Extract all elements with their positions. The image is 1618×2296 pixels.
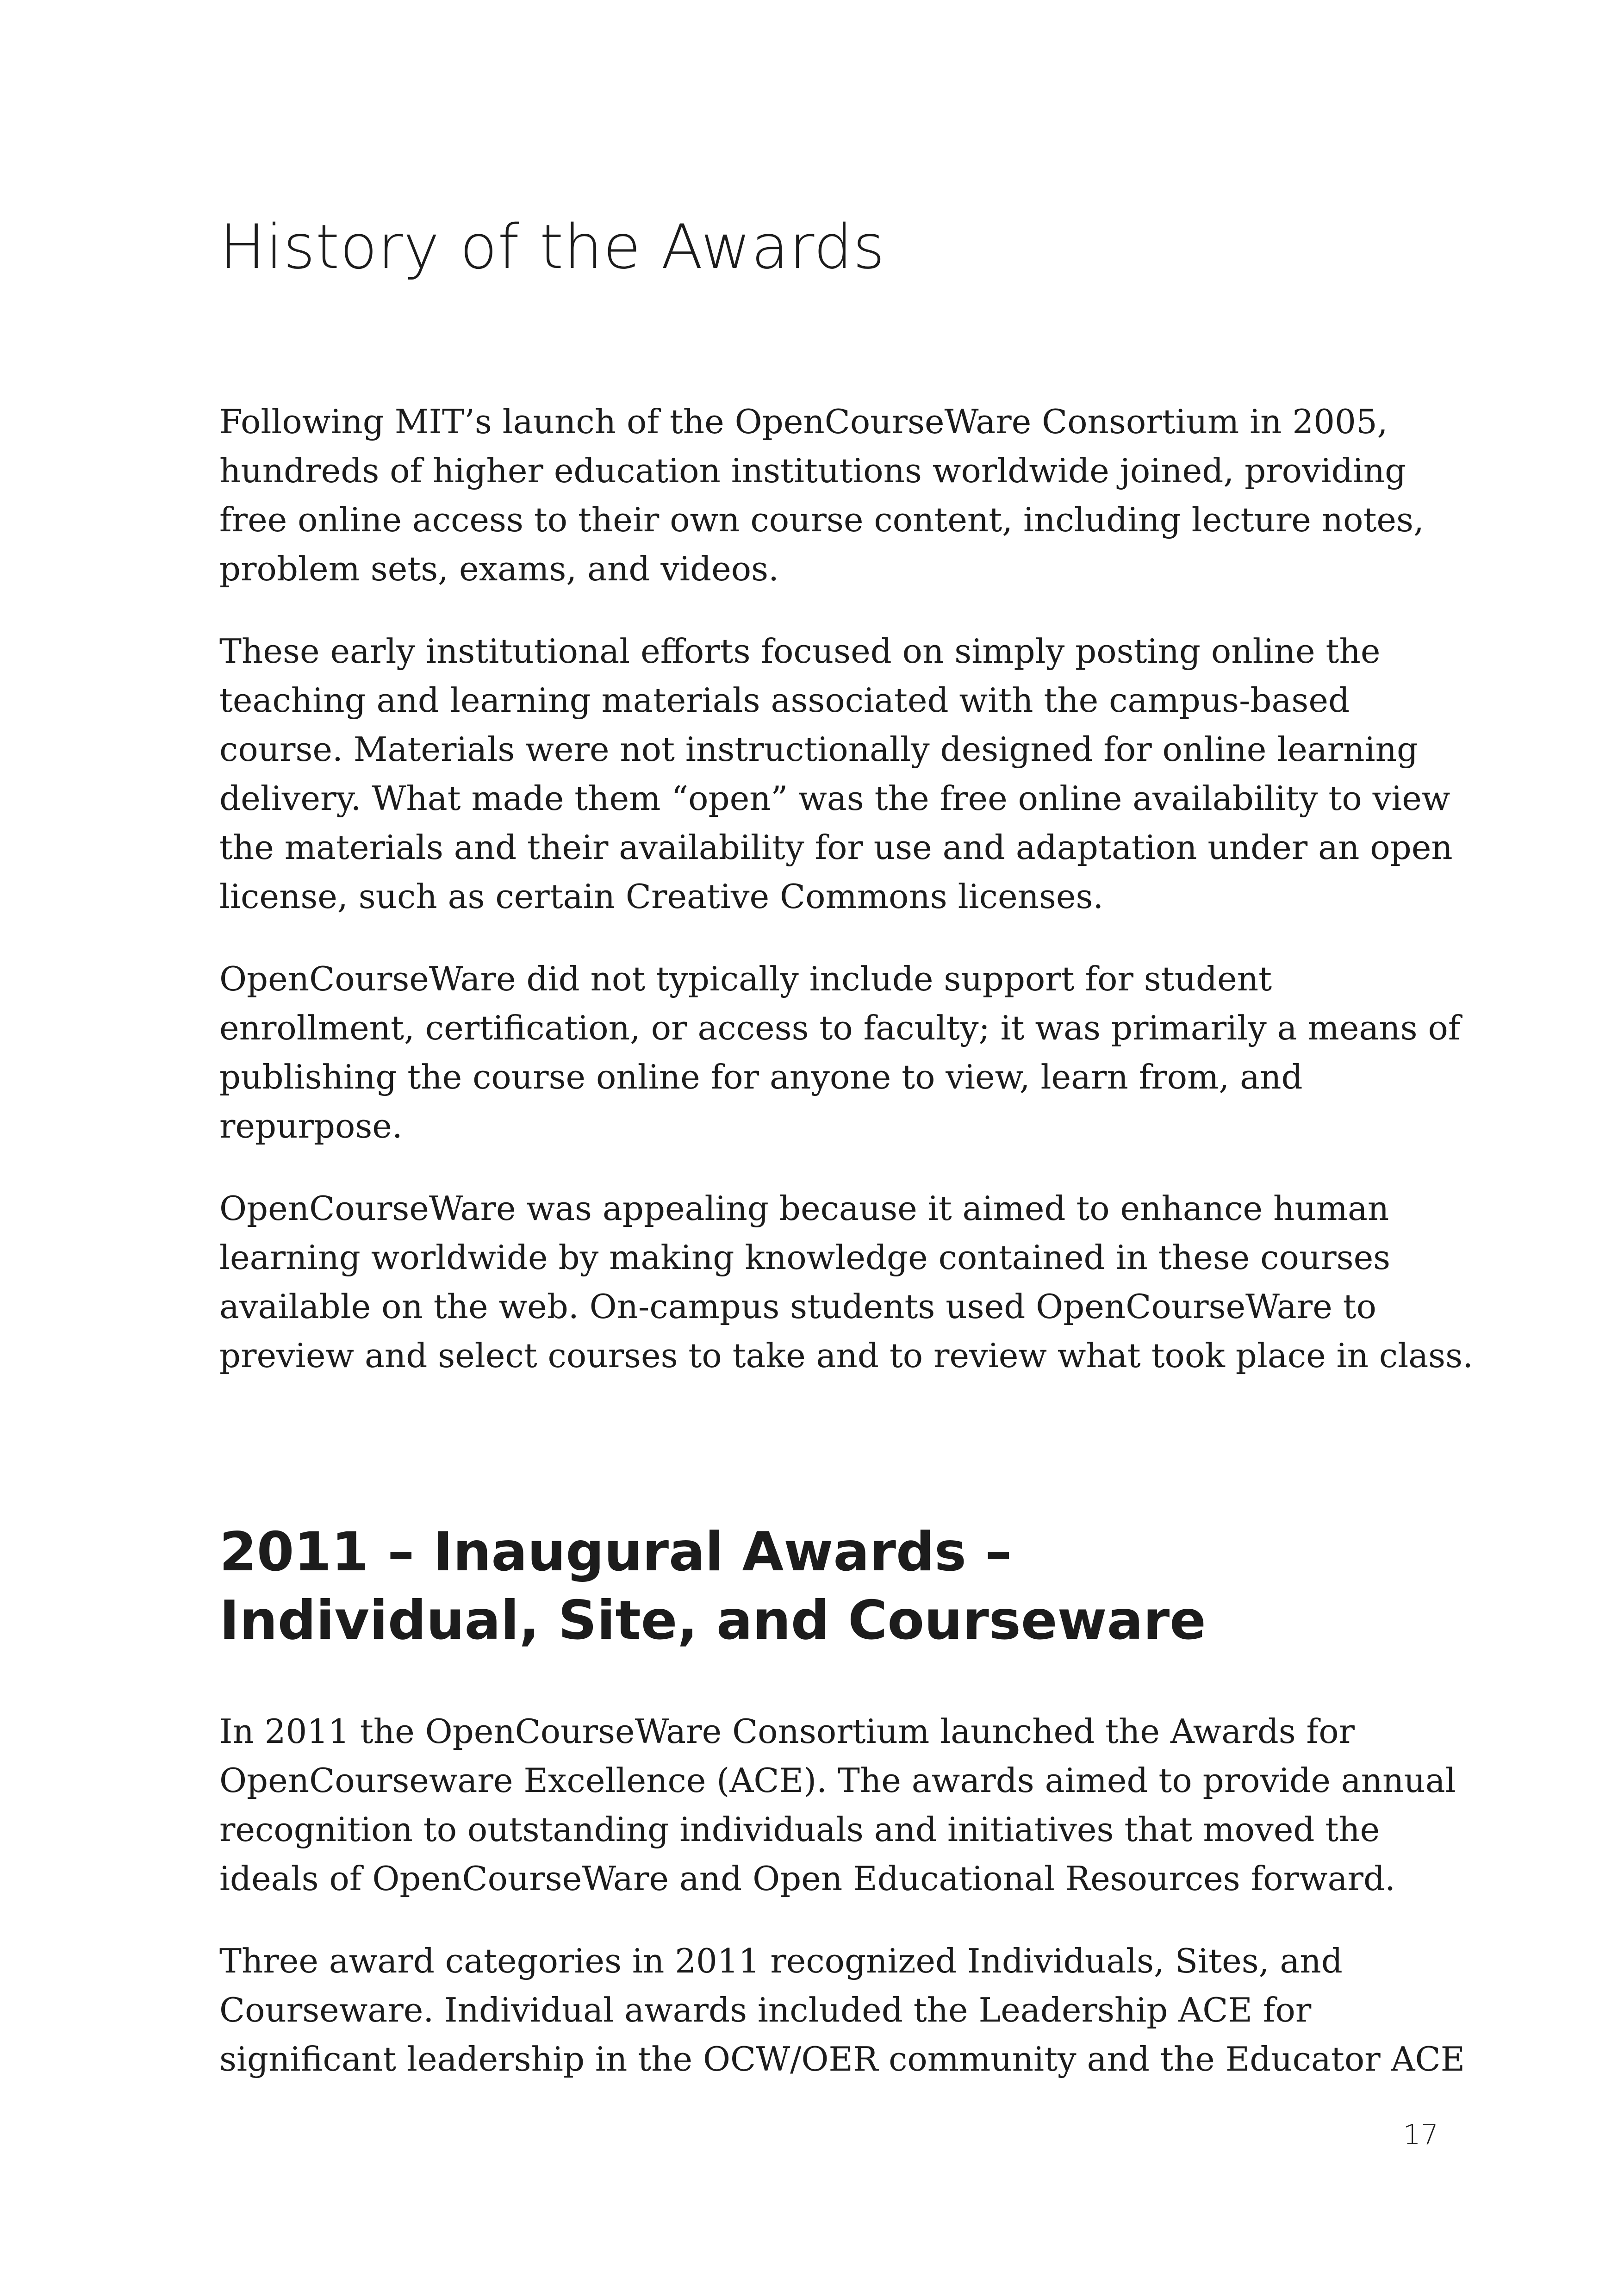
intro-section: [219, 397, 1473, 1380]
text-line: hundreds of higher education institutions worldwide joined, providing: [219, 451, 1406, 490]
text-line: OpenCourseWare was appealing because it aimed to enhance human: [219, 1189, 1389, 1228]
text-line: publishing the course online for anyone to view, learn from, and: [219, 1058, 1303, 1096]
text-line: preview and select courses to take and to review what took place in class.: [219, 1336, 1473, 1375]
text-line: OpenCourseware Excellence (ACE). The awards aimed to provide annual: [219, 1761, 1456, 1800]
heading-line: Individual, Site, and Courseware: [219, 1589, 1206, 1652]
page-number: 17: [1403, 2119, 1438, 2151]
page-title: History of the Awards: [219, 212, 885, 283]
text-line: free online access to their own course content, including lecture notes,: [219, 500, 1424, 539]
text-line: learning worldwide by making knowledge contained in these courses: [219, 1238, 1391, 1277]
text-line: These early institutional efforts focused on simply posting online the: [219, 632, 1381, 671]
paragraph: [219, 627, 1453, 921]
text-line: ideals of OpenCourseWare and Open Educational Resources forward.: [219, 1859, 1395, 1898]
text-line: Following MIT’s launch of the OpenCourseWare Consortium in 2005,: [219, 402, 1388, 441]
text-line: repurpose.: [219, 1107, 403, 1145]
text-line: the materials and their availability for use and adaptation under an open: [219, 828, 1453, 867]
text-line: significant leadership in the OCW/OER community and the Educator ACE: [219, 2040, 1465, 2078]
text-line: course. Materials were not instructionally designed for online learning: [219, 730, 1419, 769]
paragraph: [219, 954, 1461, 1151]
paragraph: [219, 397, 1441, 593]
paragraph: [219, 1707, 1456, 1903]
text-line: enrollment, certification, or access to faculty; it was primarily a means of: [219, 1008, 1461, 1047]
text-line: available on the web. On-campus students used OpenCourseWare to: [219, 1287, 1376, 1326]
text-line: In 2011 the OpenCourseWare Consortium launched the Awards for: [219, 1712, 1355, 1751]
text-line: teaching and learning materials associated with the campus-based: [219, 681, 1350, 720]
text-line: delivery. What made them “open” was the free online availability to view: [219, 779, 1450, 818]
text-line: license, such as certain Creative Commons licenses.: [219, 877, 1104, 916]
text-line: Three award categories in 2011 recognized Individuals, Sites, and: [219, 1941, 1343, 1980]
section-body: [219, 1707, 1465, 2084]
text-line: OpenCourseWare did not typically include support for student: [219, 959, 1272, 998]
heading-line: 2011 – Inaugural Awards –: [219, 1521, 1012, 1583]
paragraph: [219, 1936, 1465, 2084]
section-heading: [219, 1518, 1206, 1655]
text-line: Courseware. Individual awards included the Leadership ACE for: [219, 1991, 1312, 2029]
paragraph: [219, 1184, 1473, 1380]
text-line: problem sets, exams, and videos.: [219, 549, 779, 588]
text-line: recognition to outstanding individuals and initiatives that moved the: [219, 1810, 1380, 1849]
